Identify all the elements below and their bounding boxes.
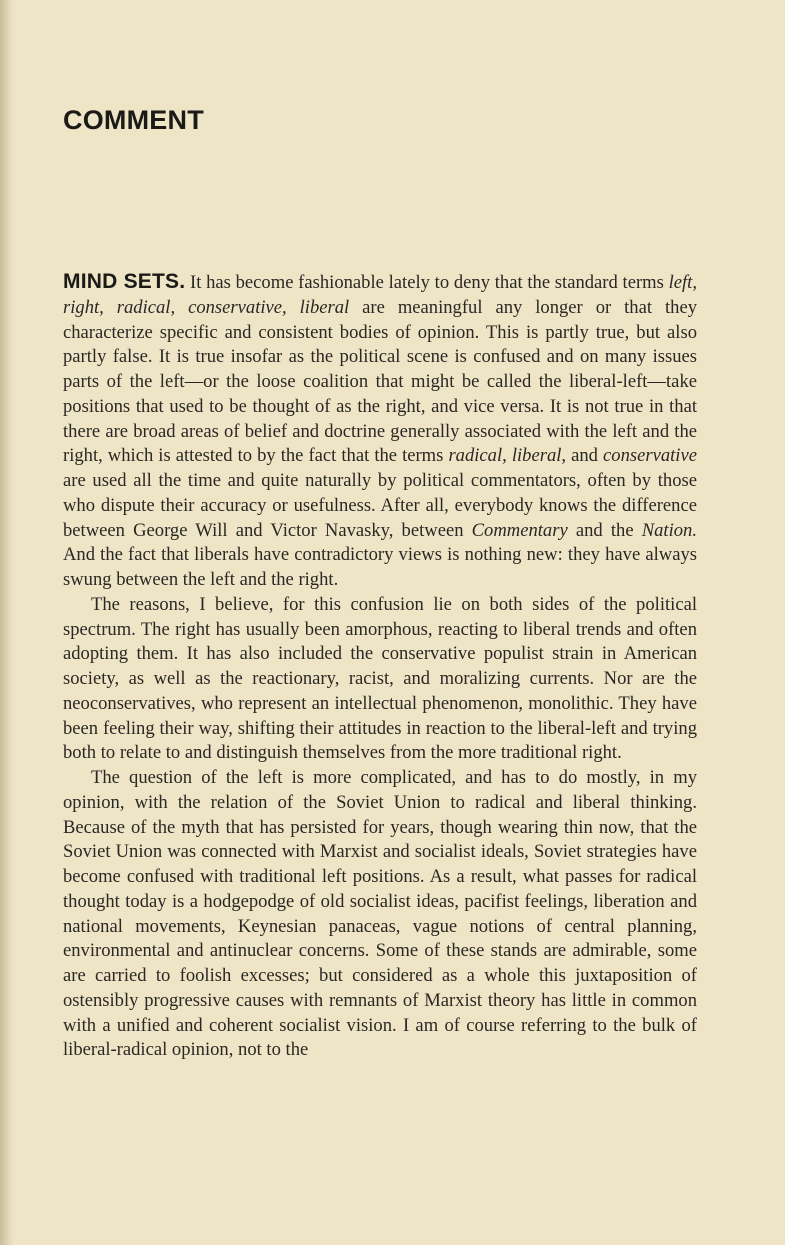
page-heading: COMMENT [63, 105, 204, 135]
italic-terms: left, right, radical, conservative, liberal [63, 272, 697, 318]
paragraph-1 [63, 270, 697, 593]
paragraph-text: and the [567, 519, 642, 541]
italic-terms: radical, liberal, [448, 445, 567, 467]
paragraph-text: It has become fashionable lately to deny that the standard terms [190, 272, 669, 293]
italic-title: Commentary [471, 519, 568, 541]
section-title: MIND SETS. [63, 270, 186, 293]
paragraph-2: The reasons, I believe, for this confusion lie on both sides of the political spectrum. The right has usually been amorphous, reacting to liberal trends and often adopting them. It has also included the conservative populist strain in American society, as well as the reactionary, racist, and moralizing currents. Nor are the neoconservatives, who represent an intellectual phenomenon, monolithic. They have been feeling their way, shifting their attitudes in reaction to the liberal-left and trying both to relate to and distinguish themselves from the more traditional right. [63, 593, 697, 764]
paragraph-text: and [566, 445, 604, 467]
paragraph-text: are meaningful any longer or that they characterize specific and consistent bodies of opinion. This is partly true, but also partly false. It is true insofar as the political scene is confused and on many issues parts of the left—or the loose coalition that might be called the liberal-left—take positions that used to be thought of as the right, and vice versa. It is not true in that there are broad areas of belief and doctrine generally associated with the left and the right, which is attested to by the fact that the terms [63, 296, 697, 467]
italic-terms: conservative [603, 445, 697, 467]
page-spine-shadow [0, 0, 14, 1245]
paragraph-text: And the fact that liberals have contradictory views is nothing new: they have always swung between the left and the right. [63, 544, 697, 590]
paragraph-3: The question of the left is more complicated, and has to do mostly, in my opinion, with the relation of the Soviet Union to radical and liberal thinking. Because of the myth that has persisted for years, though wearing thin now, that the Soviet Union was connected with Marxist and socialist ideals, Soviet strategies have become confused with traditional left positions. As a result, what passes for radical thought today is a hodgepodge of old socialist ideas, pacifist feelings, liberation and national movements, Keynesian panaceas, vague notions of central planning, environmental and antinuclear concerns. Some of these stands are admirable, some are carried to foolish excesses; but considered as a whole this juxtaposition of ostensibly progressive causes with remnants of Marxist theory has little in common with a unified and coherent socialist vision. I am of course referring to the bulk of liberal-radical opinion, not to the [63, 767, 697, 1061]
article-body [63, 270, 697, 1063]
italic-title: Nation. [641, 519, 697, 541]
paragraph-text: are used all the time and quite naturally by political commentators, often by those who dispute their accuracy or usefulness. After all, everybody knows the difference between George Will and Victor Navasky, between [63, 470, 697, 541]
